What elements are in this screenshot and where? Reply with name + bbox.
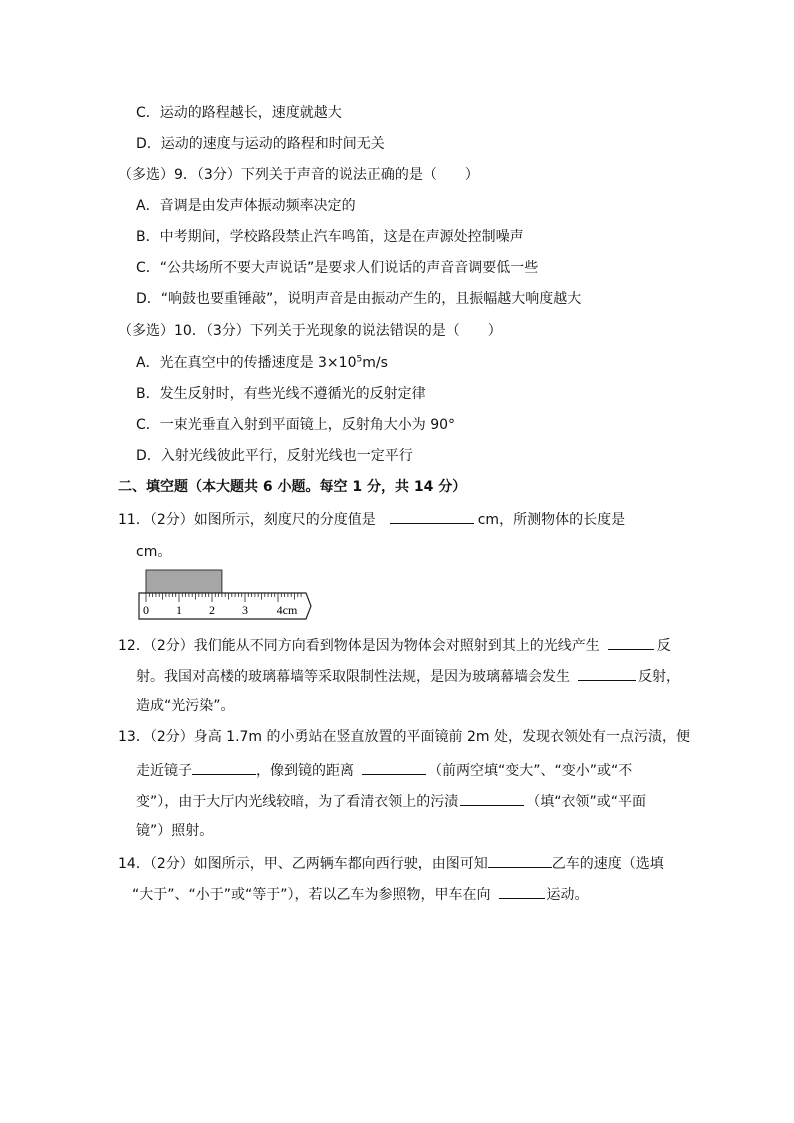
q8-option-c: C．运动的路程越长，速度就越大 — [136, 105, 342, 121]
ruler-figure — [138, 568, 313, 622]
q12-blank-1[interactable] — [608, 634, 654, 650]
q10-option-b: B．发生反射时，有些光线不遵循光的反射定律 — [136, 386, 426, 402]
q13-line2 — [136, 759, 632, 781]
tick-label-0: 0 — [143, 603, 149, 617]
q11-text-c: cm。 — [136, 544, 172, 560]
q11-text-b: cm，所测物体的长度是 — [477, 512, 626, 528]
q13-text-e: （填“衣领”或“平面 — [526, 794, 647, 810]
tick-label-3: 3 — [242, 603, 248, 617]
q14-line2 — [132, 883, 589, 905]
q13-text-d: 变”），由于大厅内光线较暗，为了看清衣领上的污渍 — [136, 794, 459, 810]
q10-option-a-text: A．光在真空中的传播速度是 3×10 — [136, 355, 357, 371]
q11-line2 — [136, 540, 171, 562]
section-2-title: 二、填空题（本大题共 6 小题。每空 1 分，共 14 分） — [118, 479, 467, 495]
q10-option-a-unit: m/s — [362, 355, 388, 371]
q11-text-a: 11．（2分）如图所示，刻度尺的分度值是 — [118, 512, 376, 528]
q11-line1 — [118, 508, 625, 530]
q12-text-a: 12．（2分）我们能从不同方向看到物体是因为物体会对照射到其上的光线产生 — [118, 638, 600, 654]
q11-blank-1[interactable] — [390, 508, 474, 524]
q13-blank-3[interactable] — [460, 790, 524, 806]
q14-line1 — [118, 852, 664, 874]
q10-option-c: C．一束光垂直入射到平面镜上，反射角大小为 90° — [136, 417, 456, 433]
q12-line2 — [136, 665, 680, 687]
q9-option-d: D．“响鼓也要重锤敲”，说明声音是由振动产生的，且振幅越大响度越大 — [136, 291, 582, 307]
q12-line1 — [118, 634, 671, 656]
q10-option-a-exponent: 5 — [356, 354, 363, 365]
q14-text-b: 乙车的速度（选填 — [551, 856, 664, 872]
q14-text-a: 14．（2分）如图所示，甲、乙两辆车都向西行驶，由图可知 — [118, 856, 488, 872]
q10-option-d: D．入射光线彼此平行，反射光线也一定平行 — [136, 448, 413, 464]
q14-text-c: “大于”、“小于”或“等于”），若以乙车为参照物，甲车在向 — [132, 887, 491, 903]
q12-text-d: 反射， — [638, 669, 680, 685]
tick-label-4cm: 4cm — [276, 603, 298, 617]
q13-line1: 13．（2分）身高 1.7m 的小勇站在竖直放置的平面镜前 2m 处，发现衣领处有一点污渍，便 — [118, 729, 690, 745]
q13-text-b: ，像到镜的距离 — [256, 763, 354, 779]
q10-option-a — [136, 353, 388, 373]
tick-label-2: 2 — [209, 603, 215, 617]
q13-text-a: 走近镜子 — [136, 763, 192, 779]
q9-option-b: B．中考期间，学校路段禁止汽车鸣笛，这是在声源处控制噪声 — [136, 229, 524, 245]
q12-line3: 造成“光污染”。 — [136, 698, 235, 714]
q14-text-d: 运动。 — [546, 887, 589, 903]
q10-stem: （多选）10．（3分）下列关于光现象的说法错误的是（ ） — [118, 323, 502, 339]
q14-blank-2[interactable] — [499, 883, 545, 899]
q9-option-c: C．“公共场所不要大声说话”是要求人们说话的声音音调要低一些 — [136, 260, 539, 276]
tick-label-1: 1 — [176, 603, 182, 617]
q12-text-c: 射。我国对高楼的玻璃幕墙等采取限制性法规，是因为玻璃幕墙会发生 — [136, 669, 570, 685]
q13-text-c: （前两空填“变大”、“变小”或“不 — [428, 763, 633, 779]
measured-object — [146, 570, 222, 593]
q8-option-d: D．运动的速度与运动的路程和时间无关 — [136, 136, 385, 152]
q14-blank-1[interactable] — [488, 852, 552, 868]
q9-stem: （多选）9．（3分）下列关于声音的说法正确的是（ ） — [118, 167, 479, 183]
q13-blank-1[interactable] — [192, 759, 256, 775]
q9-option-a: A．音调是由发声体振动频率决定的 — [136, 198, 356, 214]
q13-blank-2[interactable] — [362, 759, 426, 775]
q12-blank-2[interactable] — [578, 665, 636, 681]
q13-line4: 镜”）照射。 — [136, 823, 214, 839]
q12-text-b: 反 — [656, 638, 671, 654]
q13-line3 — [136, 790, 646, 812]
